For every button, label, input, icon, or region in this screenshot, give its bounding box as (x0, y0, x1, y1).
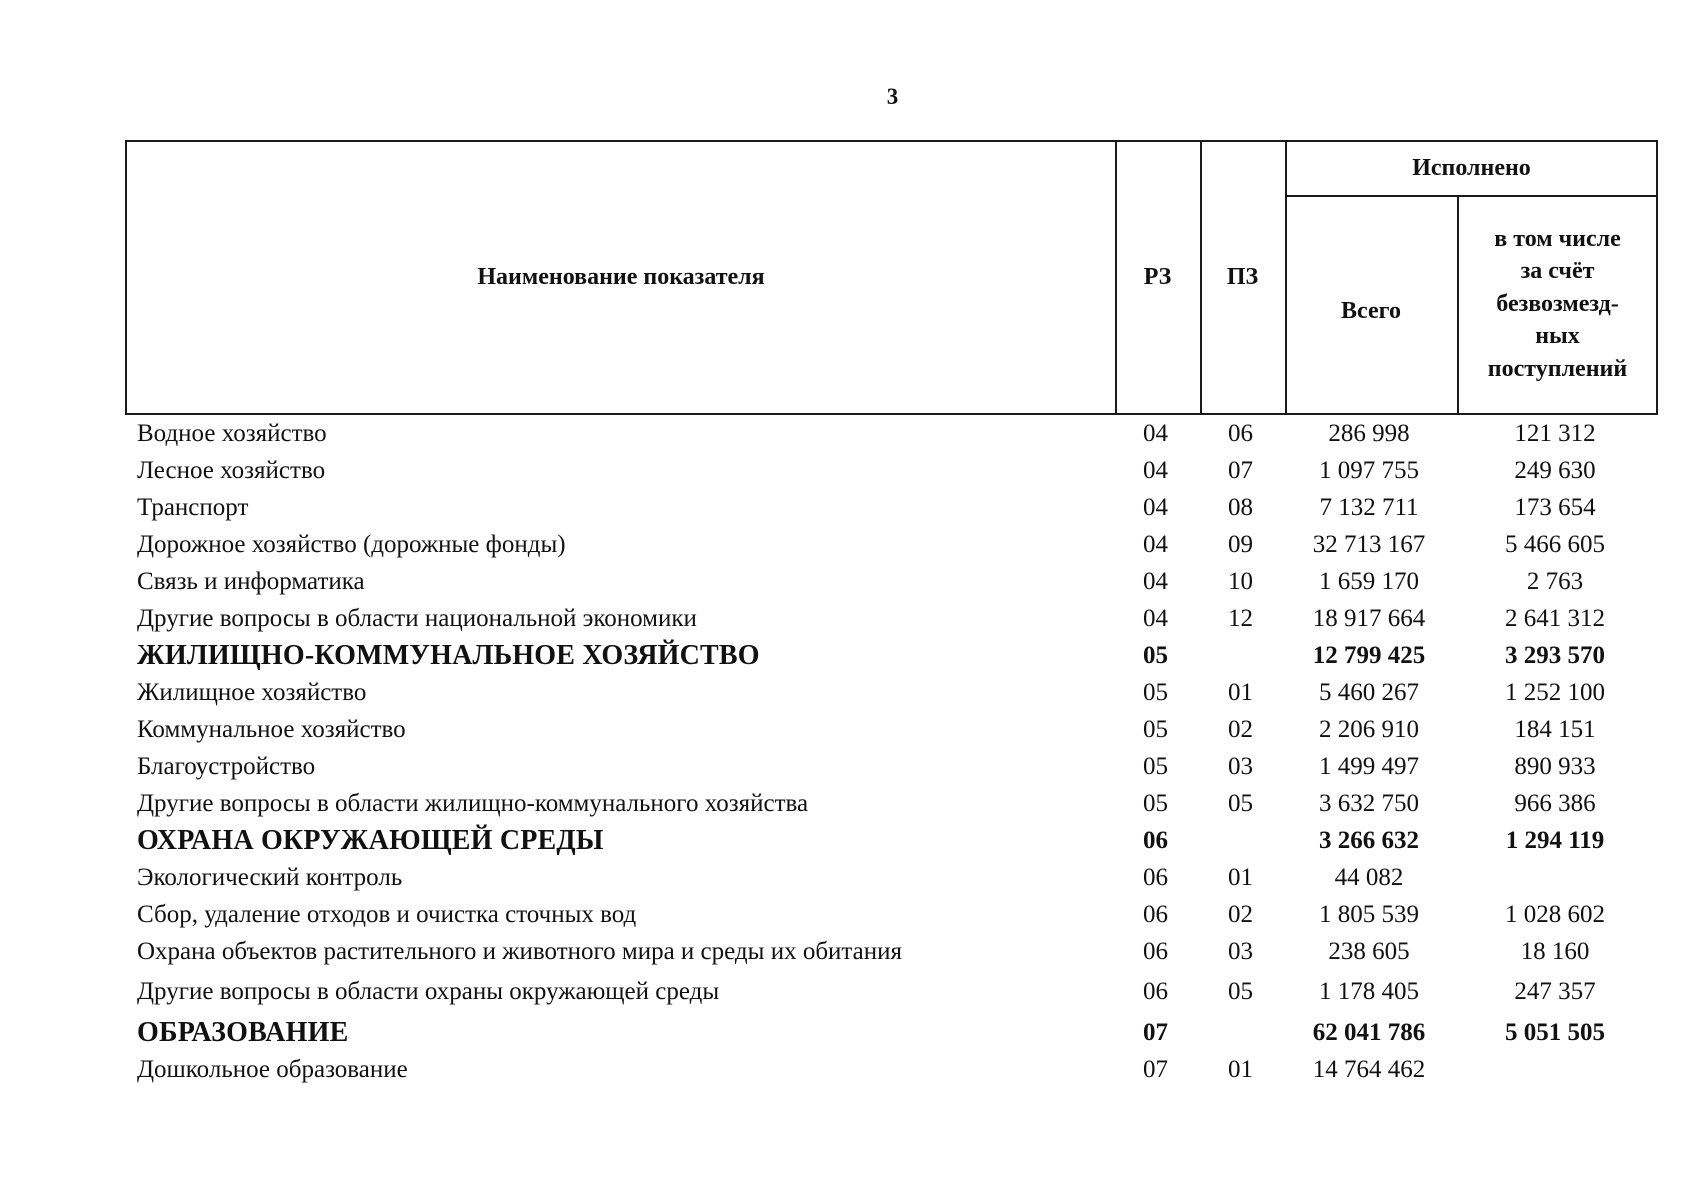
header-name: Наименование показателя (477, 264, 765, 291)
header-rz: РЗ (1143, 264, 1172, 291)
row-name: Другие вопросы в области охраны окружающей среды (137, 978, 720, 1005)
row-name: Благоустройство (137, 752, 316, 780)
row-free-receipts: 5 466 605 (1505, 530, 1605, 558)
row-name: Жилищное хозяйство (137, 678, 367, 706)
header-free-receipts-line: ных (1535, 323, 1580, 350)
row-free-receipts: 249 630 (1514, 456, 1596, 484)
row-rz: 04 (1143, 493, 1168, 521)
header-free-receipts-line: безвозмезд- (1496, 290, 1619, 317)
row-total: 12 799 425 (1312, 641, 1426, 669)
row-name: Водное хозяйство (137, 419, 327, 447)
row-free-receipts: 966 386 (1514, 789, 1596, 817)
row-pz (1198, 637, 1283, 674)
row-total: 32 713 167 (1312, 530, 1426, 558)
row-pz (1198, 1014, 1283, 1051)
row-pz: 08 (1228, 493, 1253, 521)
header-free-receipts-line: в том числе (1494, 225, 1621, 252)
table-row (125, 933, 1658, 970)
row-pz: 03 (1228, 752, 1253, 780)
row-free-receipts: 1 294 119 (1505, 826, 1605, 854)
row-name: Охрана объектов растительного и животного мира и среды их обитания (137, 937, 903, 965)
row-name: Дорожное хозяйство (дорожные фонды) (137, 530, 566, 558)
row-name: Дошкольное образование (137, 1055, 408, 1083)
row-pz: 05 (1228, 789, 1253, 817)
page-number: 3 (886, 84, 899, 109)
row-total: 2 206 910 (1319, 715, 1419, 743)
row-total: 3 266 632 (1319, 826, 1419, 854)
row-name: ОБРАЗОВАНИЕ (137, 1016, 349, 1048)
table-row (125, 859, 1658, 896)
table-row (125, 822, 1658, 859)
row-free-receipts (1455, 859, 1655, 896)
row-free-receipts: 184 151 (1514, 715, 1596, 743)
row-free-receipts: 18 160 (1520, 937, 1590, 965)
row-pz: 07 (1228, 456, 1253, 484)
row-total: 18 917 664 (1312, 604, 1426, 632)
row-rz: 04 (1143, 567, 1168, 595)
row-total: 238 605 (1328, 937, 1410, 965)
row-name: Коммунальное хозяйство (137, 715, 406, 743)
row-pz: 03 (1228, 937, 1253, 965)
row-free-receipts: 2 641 312 (1505, 604, 1605, 632)
row-total: 44 082 (1334, 863, 1404, 891)
row-name: Транспорт (137, 493, 249, 521)
row-free-receipts: 1 028 602 (1505, 900, 1605, 928)
row-total: 62 041 786 (1312, 1018, 1426, 1046)
row-free-receipts: 3 293 570 (1505, 641, 1605, 669)
row-rz: 04 (1143, 530, 1168, 558)
header-free-receipts (1457, 195, 1658, 413)
header-total: Всего (1341, 297, 1401, 324)
row-free-receipts: 247 357 (1514, 978, 1596, 1005)
row-pz (1198, 822, 1283, 859)
row-name: ОХРАНА ОКРУЖАЮЩЕЙ СРЕДЫ (137, 824, 604, 856)
row-pz: 01 (1228, 678, 1253, 706)
row-pz: 02 (1228, 715, 1253, 743)
table-row (125, 748, 1658, 785)
row-total: 1 097 755 (1319, 456, 1419, 484)
table-row (125, 970, 1658, 1014)
table-row (125, 600, 1658, 637)
row-total: 5 460 267 (1319, 678, 1419, 706)
table-row (125, 711, 1658, 748)
row-rz: 04 (1143, 419, 1168, 447)
table-row (125, 415, 1658, 452)
table-row (125, 489, 1658, 526)
row-free-receipts: 173 654 (1514, 493, 1596, 521)
row-pz: 05 (1228, 978, 1253, 1005)
row-pz: 02 (1228, 900, 1253, 928)
header-pz: ПЗ (1226, 264, 1259, 291)
row-rz: 06 (1143, 863, 1168, 891)
row-rz: 04 (1143, 604, 1168, 632)
row-free-receipts: 1 252 100 (1505, 678, 1605, 706)
row-pz: 09 (1228, 530, 1253, 558)
row-total: 14 764 462 (1312, 1055, 1426, 1083)
row-pz: 01 (1228, 1055, 1253, 1083)
row-total: 1 499 497 (1319, 752, 1419, 780)
row-total: 1 659 170 (1319, 567, 1419, 595)
table-row (125, 452, 1658, 489)
row-rz: 04 (1143, 456, 1168, 484)
row-rz: 06 (1143, 826, 1168, 854)
row-pz: 10 (1228, 567, 1253, 595)
row-rz: 07 (1143, 1018, 1168, 1046)
row-pz: 06 (1228, 419, 1253, 447)
row-rz: 06 (1143, 900, 1168, 928)
row-total: 3 632 750 (1319, 789, 1419, 817)
row-free-receipts: 5 051 505 (1505, 1018, 1605, 1046)
row-total: 286 998 (1328, 419, 1410, 447)
table-row (125, 1014, 1658, 1051)
row-name: ЖИЛИЩНО-КОММУНАЛЬНОЕ ХОЗЯЙСТВО (137, 639, 760, 671)
row-rz: 05 (1143, 678, 1168, 706)
row-rz: 05 (1143, 789, 1168, 817)
table-row (125, 526, 1658, 563)
row-name: Экологический контроль (137, 863, 403, 891)
row-rz: 07 (1143, 1055, 1168, 1083)
row-rz: 05 (1143, 752, 1168, 780)
row-name: Другие вопросы в области жилищно-коммунального хозяйства (137, 789, 809, 817)
table-row (125, 785, 1658, 822)
table-row (125, 896, 1658, 933)
row-total: 1 805 539 (1319, 900, 1419, 928)
row-name: Лесное хозяйство (137, 456, 326, 484)
table-row (125, 1051, 1658, 1088)
row-free-receipts: 890 933 (1514, 752, 1596, 780)
row-free-receipts: 2 763 (1526, 567, 1584, 595)
table-row (125, 674, 1658, 711)
table-row (125, 563, 1658, 600)
row-name: Сбор, удаление отходов и очистка сточных вод (137, 900, 637, 928)
row-pz: 01 (1228, 863, 1253, 891)
table-row (125, 637, 1658, 674)
header-free-receipts-line: поступлений (1487, 355, 1628, 382)
row-rz: 06 (1143, 978, 1168, 1005)
row-free-receipts (1455, 1051, 1655, 1088)
row-rz: 05 (1143, 715, 1168, 743)
table-body (125, 415, 1658, 1088)
row-total: 1 178 405 (1319, 978, 1419, 1005)
row-rz: 06 (1143, 937, 1168, 965)
header-executed: Исполнено (1412, 155, 1531, 182)
row-rz: 05 (1143, 641, 1168, 669)
row-total: 7 132 711 (1319, 493, 1419, 521)
row-name: Связь и информатика (137, 567, 365, 595)
header-free-receipts-line: за счёт (1520, 258, 1595, 285)
row-pz: 12 (1228, 604, 1253, 632)
row-free-receipts: 121 312 (1514, 419, 1596, 447)
table-header (125, 140, 1658, 415)
row-name: Другие вопросы в области национальной экономики (137, 604, 697, 632)
